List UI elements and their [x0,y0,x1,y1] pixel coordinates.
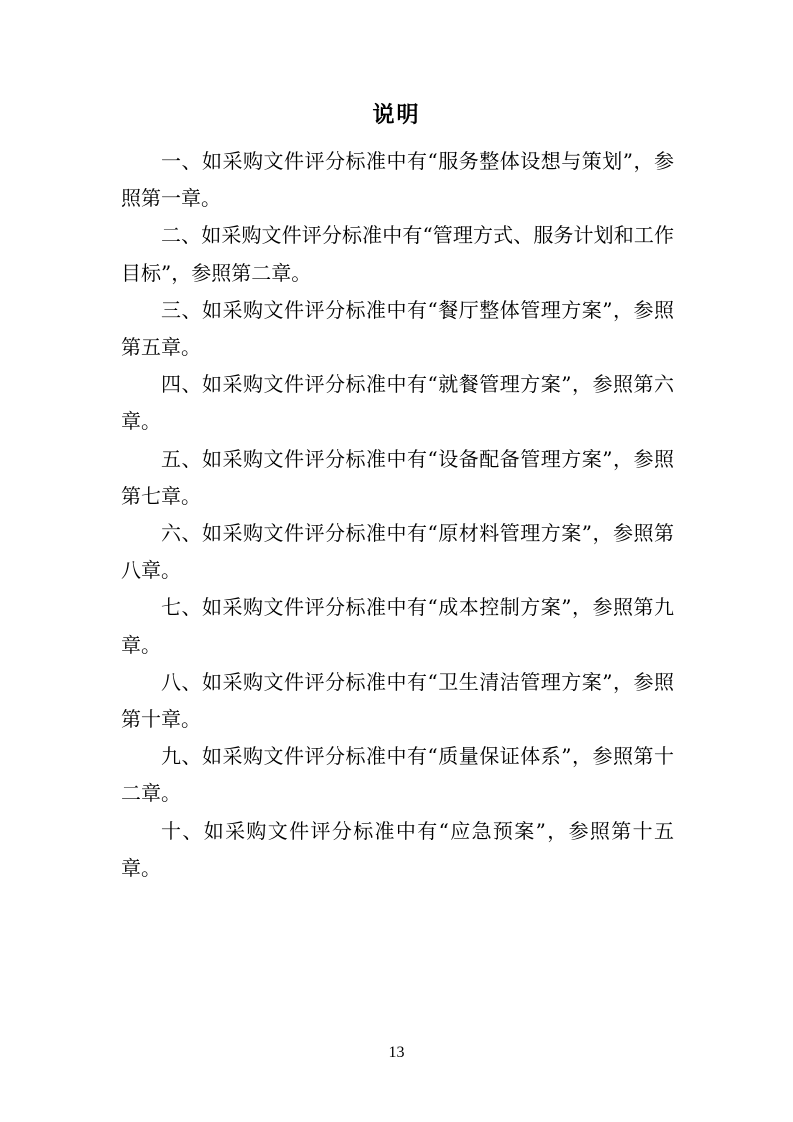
body-text [121,143,674,887]
paragraph-7: 七、如采购文件评分标准中有“成本控制方案”，参照第九章。 [121,595,674,657]
page-title: 说明 [372,103,421,128]
page-number: 13 [388,1044,405,1061]
paragraph-9: 九、如采购文件评分标准中有“质量保证体系”，参照第十二章。 [121,744,674,806]
paragraph-8: 八、如采购文件评分标准中有“卫生清洁管理方案”，参照第十章。 [121,669,674,732]
paragraph-4: 四、如采购文件评分标准中有“就餐管理方案”，参照第六章。 [121,372,674,434]
paragraph-1: 一、如采购文件评分标准中有“服务整体设想与策划”，参照第一章。 [121,149,674,211]
paragraph-3: 三、如采购文件评分标准中有“餐厅整体管理方案”，参照第五章。 [121,297,674,360]
paragraph-6: 六、如采购文件评分标准中有“原材料管理方案”，参照第八章。 [121,521,674,583]
paragraph-10: 十、如采购文件评分标准中有“应急预案”，参照第十五章。 [121,818,674,880]
paragraph-2: 二、如采购文件评分标准中有“管理方式、服务计划和工作目标”，参照第二章。 [121,223,674,285]
paragraph-5: 五、如采购文件评分标准中有“设备配备管理方案”，参照第七章。 [121,446,674,508]
